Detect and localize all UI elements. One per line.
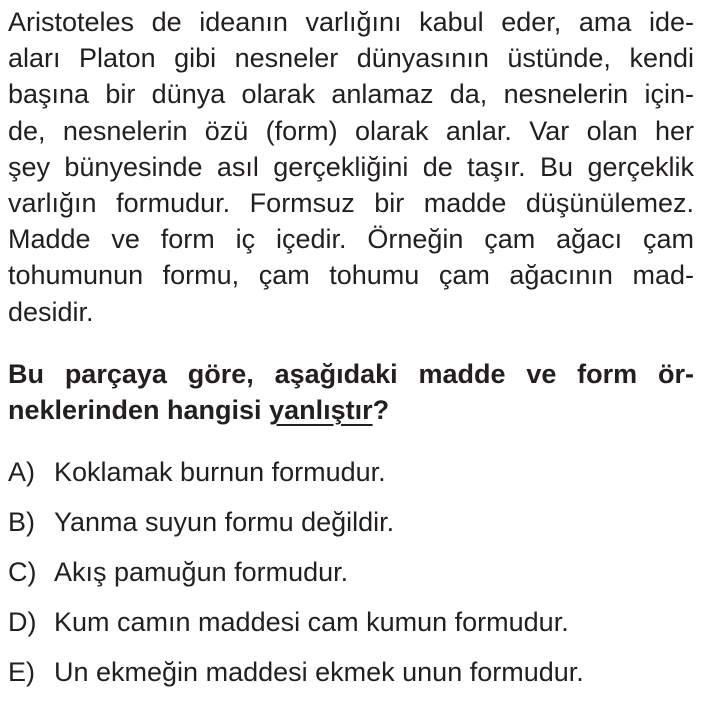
option-text: Koklamak burnun formudur.: [54, 457, 386, 487]
option-text: Yanma suyun formu değildir.: [54, 507, 395, 537]
option-c[interactable]: [8, 555, 694, 589]
question-stem: [8, 356, 694, 428]
option-d[interactable]: [8, 605, 694, 639]
passage-line: tohumunun formu, çam tohumu çam ağacının mad-: [8, 260, 694, 291]
question-line-2: [8, 392, 694, 428]
option-letter: E): [8, 657, 35, 687]
question-line-2-prefix: neklerinden hangisi: [8, 395, 270, 425]
option-text: Akış pamuğun formudur.: [54, 557, 349, 587]
option-a[interactable]: [8, 455, 694, 489]
option-letter: A): [8, 457, 35, 487]
option-letter: D): [8, 607, 37, 637]
passage-line: de, nesnelerin özü (form) olarak anlar. Var olan her: [8, 115, 694, 146]
passage-text: [8, 4, 694, 330]
underlined-keyword: yanlıştır: [269, 395, 373, 425]
passage-line: aları Platon gibi nesneler dünyasının üstünde, kendi: [8, 43, 694, 74]
option-text: Un ekmeğin maddesi ekmek unun formudur.: [54, 657, 584, 687]
option-letter: C): [8, 557, 37, 587]
option-letter: B): [8, 507, 35, 537]
passage-line: şey bünyesinde asıl gerçekliğini de taşır. Bu gerçeklik: [8, 151, 694, 182]
question-mark: ?: [372, 395, 390, 425]
passage-line: varlığın formudur. Formsuz bir madde düşünülemez.: [8, 187, 694, 218]
option-b[interactable]: [8, 505, 694, 539]
passage-line: başına bir dünya olarak anlamaz da, nesnelerin için-: [8, 79, 694, 110]
passage-line: desidir.: [8, 296, 94, 327]
option-e[interactable]: [8, 655, 694, 689]
option-text: Kum camın maddesi cam kumun formudur.: [54, 607, 569, 637]
passage-line: Aristoteles de ideanın varlığını kabul eder, ama ide-: [8, 7, 694, 37]
answer-options: [8, 455, 694, 705]
passage-line: Madde ve form iç içedir. Örneğin çam ağacı çam: [8, 224, 694, 255]
question-line-1: Bu parçaya göre, aşağıdaki madde ve form ör-: [8, 359, 694, 389]
